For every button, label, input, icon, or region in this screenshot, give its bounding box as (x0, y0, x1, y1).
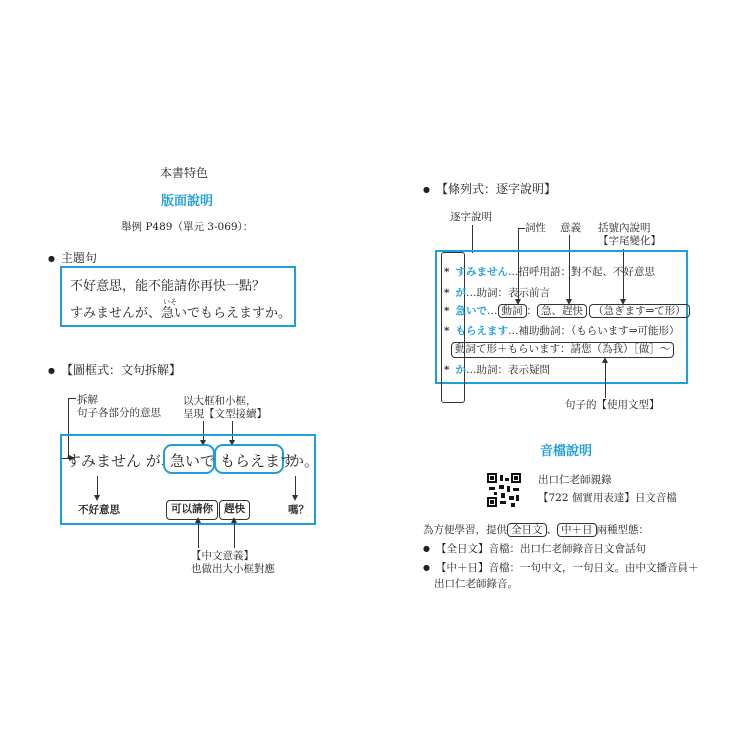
example-ref: 舉例 P489（單元 3-069）： (121, 221, 254, 233)
mean-b: 可以請你 (166, 500, 218, 520)
page-title: 本書特色 (160, 166, 209, 180)
mean-c: 趕快 (219, 500, 250, 520)
sent-part-d: か。 (289, 452, 320, 470)
ann-pos: 詞性 (525, 222, 546, 234)
ann-cn-2: 也做出大小框對應 (191, 563, 275, 575)
ann-cn-1: 【中文意義】 (191, 550, 254, 562)
theme-jp-b: いでもらえますか。 (174, 306, 292, 321)
list-row-3: * 急いで… 動詞 ： 急、趕快 （急ぎます⇒て形） (444, 305, 690, 319)
audio-line-1: 出口仁老師親錄 (538, 474, 612, 486)
theme-jp-a: すみませんが、 (70, 306, 162, 321)
connector (472, 225, 473, 253)
list-row-6: * か…助詞：表示疑問 (444, 364, 550, 376)
theme-ruby: いそ (163, 298, 178, 306)
ann-frame-1: 以大框和小框， (183, 395, 257, 407)
list-label: ● 【條列式：逐字說明】 (423, 180, 556, 197)
list-row-4: * もらえます…補助動詞：（もらいます⇒可能形） (444, 325, 680, 337)
ann-word: 逐字說明 (450, 211, 492, 223)
diagram-label: ● 【圖框式：文句拆解】 (48, 361, 181, 378)
theme-japanese (70, 298, 292, 321)
connector (97, 476, 98, 496)
theme-label: ● 主題句 (48, 249, 97, 266)
ann-frame-2: 呈現【文型接續】 (183, 408, 267, 420)
ann-split-2: 句子各部分的意思 (77, 407, 161, 419)
ann-pattern: 句子的【使用文型】 (565, 399, 660, 411)
connector (605, 362, 606, 398)
sent-part-a: すみません が、 (66, 452, 176, 470)
list-row-5: 動詞て形＋もらいます：請您（為我）［做］〜 (451, 342, 674, 358)
audio-mode-2-line-1: ● 【中＋日】音檔：一句中文，一句日文。由中文播音員＋ (423, 562, 698, 576)
connector (295, 476, 296, 496)
connector (234, 522, 235, 548)
connector (198, 522, 199, 548)
audio-line-2: 【722 個實用表達】日文音檔 (538, 492, 677, 504)
sent-part-b: 急いで (170, 452, 216, 470)
audio-mode-2-line-2: 出口仁老師錄音。 (434, 578, 518, 590)
list-row-2: * が…助詞：表示前言 (444, 287, 550, 299)
audio-heading: 音檔說明 (540, 444, 593, 459)
theme-kanji: いそ 急 (161, 298, 178, 321)
layout-heading: 版面說明 (161, 194, 214, 209)
ann-bracket-1: 括號內說明 (598, 222, 651, 234)
qr-code-icon (487, 473, 521, 507)
ann-split-1: 拆解 (77, 394, 98, 406)
mean-d: 嗎？ (288, 504, 309, 516)
sent-part-c: もらえます (220, 452, 296, 470)
ann-meaning: 意義 (560, 222, 581, 234)
theme-chinese: 不好意思，能不能請你再快一點？ (70, 279, 266, 294)
mean-a: 不好意思 (78, 504, 120, 516)
audio-mode-1: ● 【全日文】音檔：出口仁老師錄音日文會話句 (423, 543, 646, 557)
theme-box (60, 266, 296, 327)
connector (68, 398, 76, 399)
list-row-1: * すみません…招呼用語：對不起、不好意思 (444, 266, 655, 278)
ann-bracket-2: 【字尾變化】 (598, 235, 661, 247)
audio-modes: 為方便學習，提供 全日文 、 中＋日 兩種型態： (423, 524, 649, 536)
